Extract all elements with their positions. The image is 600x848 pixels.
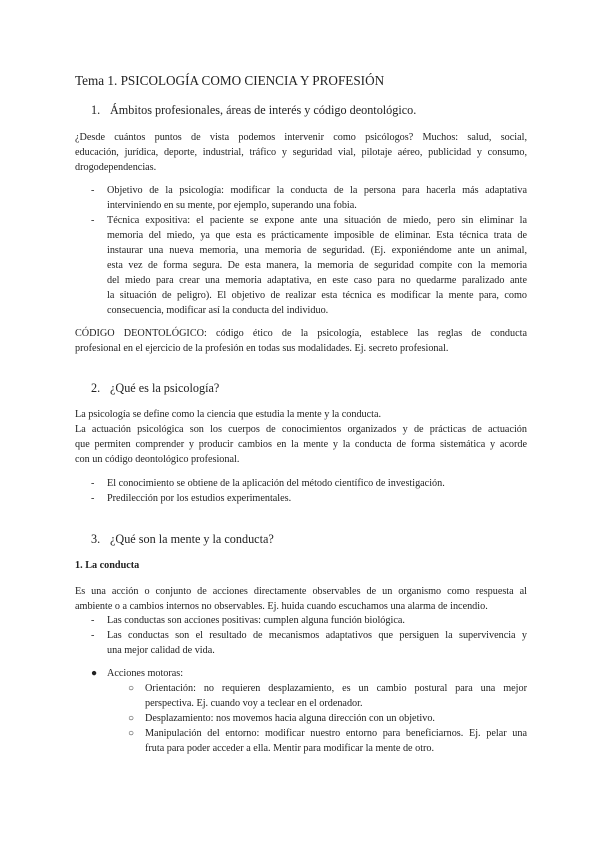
section-title: ¿Qué son la mente y la conducta? xyxy=(110,532,274,546)
text-line: Es una acción o conjunto de acciones directamente observables de un organismo como respuesta al xyxy=(75,586,527,597)
text-line: del miedo para crear una memoria adaptativa, en este caso para no quedarme paralizado ante xyxy=(107,275,527,286)
text-line: fruta para poder acceder a ella. Mentir para modificar la mente de otro. xyxy=(145,743,435,754)
text-line: La actuación psicológica son los cuerpos de conocimientos organizados y de prácticas de actuación xyxy=(75,424,527,435)
text-line: CÓDIGO DEONTOLÓGICO: código ético de la psicología, establece las reglas de conducta xyxy=(75,328,527,339)
circle-bullet-icon: ○ xyxy=(128,713,135,724)
list-item xyxy=(91,628,527,658)
text-line: Objetivo de la psicología: modificar la conducta de la persona para hacerla más adaptativa xyxy=(107,185,527,196)
section-2-actuacion xyxy=(75,422,527,467)
list-item xyxy=(91,476,527,491)
list-item xyxy=(91,213,527,318)
circle-bullet-icon: ○ xyxy=(128,728,135,739)
section-1-intro xyxy=(75,130,527,175)
text-line: Acciones motoras: xyxy=(107,668,184,679)
list-item xyxy=(91,491,527,506)
section-title: ¿Qué es la psicología? xyxy=(110,381,220,395)
section-number: 3. xyxy=(91,532,101,546)
section-2-definition xyxy=(75,407,527,422)
bullet-dot-icon: ● xyxy=(91,668,98,679)
text-line: Predilección por los estudios experimentales. xyxy=(107,493,292,504)
text-line: consecuencia, modificar así la conducta del individuo. xyxy=(107,305,329,316)
section-3-heading xyxy=(91,531,274,548)
text-line: ambiente o a cambios internos no observables. Ej. huida cuando escuchamos una alarma de incendio. xyxy=(75,601,488,612)
list-item xyxy=(128,726,527,756)
text-line: perspectiva. Ej. cuando voy a teclear en el ordenador. xyxy=(145,698,363,709)
text-line: Las conductas son acciones positivas: cumplen alguna función biológica. xyxy=(107,615,405,626)
text-line: Las conductas son el resultado de mecanismos adaptativos que persiguen la supervivencia y xyxy=(107,630,527,641)
section-number: 1. xyxy=(91,103,101,117)
list-item xyxy=(91,666,183,681)
text-line: una mejor calidad de vida. xyxy=(107,645,215,656)
list-item xyxy=(128,681,527,711)
document-title: Tema 1. PSICOLOGÍA COMO CIENCIA Y PROFESIÓN xyxy=(75,73,385,88)
text-line: instaurar una nueva memoria, una memoria de seguridad. (Ej. exponiéndome ante un animal, xyxy=(107,245,527,256)
section-1-heading xyxy=(91,102,416,119)
text-line: educación, jurídica, deporte, industrial, tráfico y seguridad vial, pilotaje aéreo, publicidad y consumo, xyxy=(75,147,527,158)
section-2-dash-list xyxy=(91,476,527,506)
text-line: memoria del miedo, ya que esta es prácticamente imposible de eliminar. Esta técnica trata de xyxy=(107,230,527,241)
list-item xyxy=(91,183,527,213)
dash-marker: - xyxy=(91,615,95,626)
dash-marker: - xyxy=(91,185,95,196)
section-3-dash-list xyxy=(91,613,527,658)
text-line: con un código deontológico profesional. xyxy=(75,454,240,465)
list-item xyxy=(91,613,527,628)
text-line: Técnica expositiva: el paciente se expone ante una situación de miedo, pero sin eliminar la xyxy=(107,215,527,226)
text-line: Manipulación del entorno: modificar nuestro entorno para beneficiarnos. Ej. pelar una xyxy=(145,728,527,739)
text-line: interviniendo en su mente, por ejemplo, superando una fobia. xyxy=(107,200,357,211)
dash-marker: - xyxy=(91,630,95,641)
text-line: La psicología se define como la ciencia que estudia la mente y la conducta. xyxy=(75,409,382,420)
text-line: Orientación: no requieren desplazamiento, es un cambio postural para una mejor xyxy=(145,683,527,694)
section-number: 2. xyxy=(91,381,101,395)
list-item xyxy=(128,711,527,726)
text-line: El conocimiento se obtiene de la aplicación del método científico de investigación. xyxy=(107,478,445,489)
section-2-heading xyxy=(91,380,219,397)
dash-marker: - xyxy=(91,493,95,504)
text-line: la situación de peligro). El objetivo de realizar esta técnica es modificar la mente para, como xyxy=(107,290,527,301)
text-line: profesional en el ejercicio de la profesión en todas sus modalidades. Ej. secreto profesional. xyxy=(75,343,449,354)
circle-bullet-icon: ○ xyxy=(128,683,135,694)
text-line: drogodependencias. xyxy=(75,162,157,173)
subsection-heading: 1. La conducta xyxy=(75,560,140,571)
dash-marker: - xyxy=(91,478,95,489)
codigo-deontologico-paragraph xyxy=(75,326,527,356)
text-line: ¿Desde cuántos puntos de vista podemos intervenir como psicólogos? Muchos: salud, social, xyxy=(75,132,527,143)
dash-marker: - xyxy=(91,215,95,226)
text-line: esta vez de forma segura. De esta manera, la memoria de seguridad compite con la memoria xyxy=(107,260,527,271)
circle-list xyxy=(128,681,527,756)
text-line: Desplazamiento: nos movemos hacia alguna dirección con un objetivo. xyxy=(145,713,435,724)
section-1-dash-list xyxy=(91,183,527,318)
text-line: que permiten comprender y producir cambios en la mente y la conducta de forma sistemática y acorde xyxy=(75,439,527,450)
conducta-definition xyxy=(75,584,527,614)
bullet-list xyxy=(91,666,183,681)
section-title: Ámbitos profesionales, áreas de interés y código deontológico. xyxy=(110,103,417,117)
